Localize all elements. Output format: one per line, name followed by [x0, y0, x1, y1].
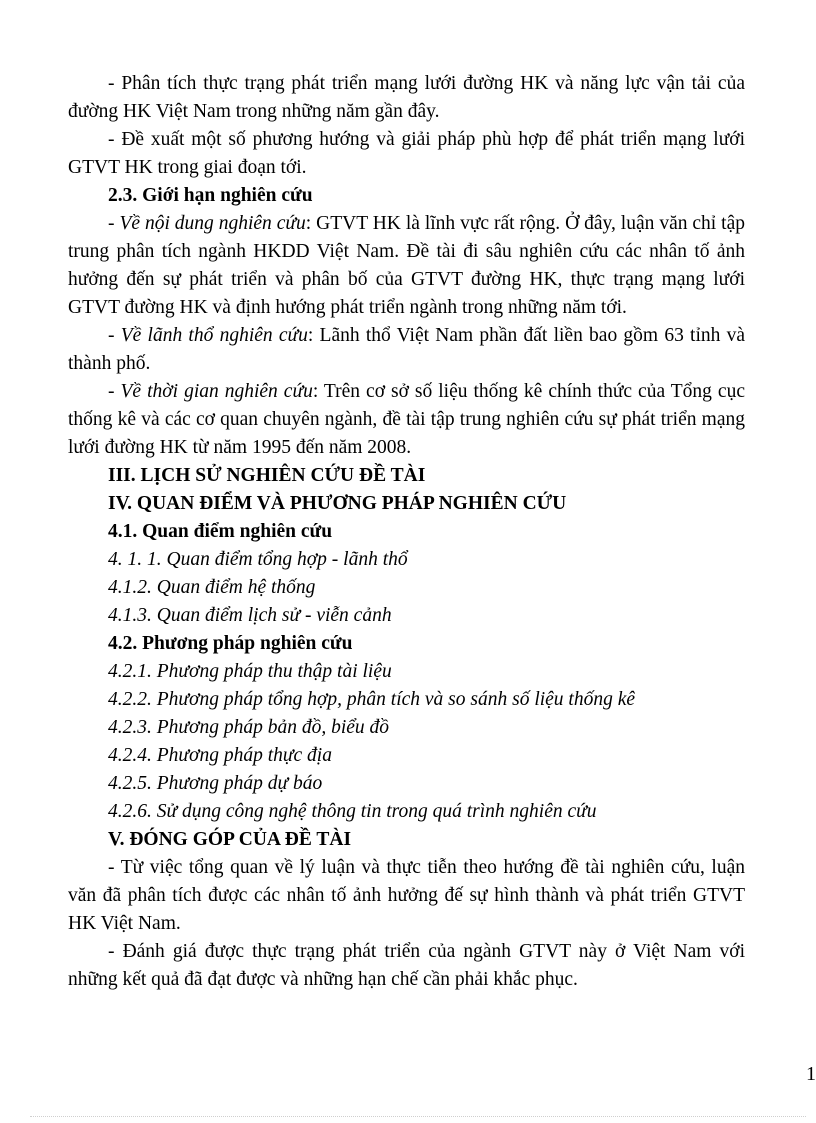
dash: -: [108, 381, 121, 402]
paragraph-scope-time: [68, 378, 745, 462]
heading-4-1: 4.1. Quan điểm nghiên cứu: [108, 521, 333, 542]
subheading-4-2-3: 4.2.3. Phương pháp bản đồ, biểu đồ: [108, 717, 390, 738]
subheading-4-1-1: 4. 1. 1. Quan điểm tổng hợp - lãnh thổ: [108, 549, 408, 570]
heading-2-3: 2.3. Giới hạn nghiên cứu: [108, 185, 313, 206]
document-page: [68, 70, 745, 994]
paragraph-scope-content: [68, 210, 745, 322]
heading-v: V. ĐÓNG GÓP CỦA ĐỀ TÀI: [108, 829, 352, 850]
subheading-4-1-2: 4.1.2. Quan điểm hệ thống: [108, 577, 316, 598]
heading-4-2: 4.2. Phương pháp nghiên cứu: [108, 633, 353, 654]
paragraph-contribution-2: - Đánh giá được thực trạng phát triển của ngành GTVT này ở Việt Nam với những kết quả đã đạt được và những hạn chế cần phải khắc phục.: [68, 941, 745, 990]
subheading-4-2-2: 4.2.2. Phương pháp tổng hợp, phân tích và so sánh số liệu thống kê: [108, 689, 636, 710]
heading-iv: IV. QUAN ĐIỂM VÀ PHƯƠNG PHÁP NGHIÊN CỨU: [108, 493, 567, 514]
subheading-4-2-1: 4.2.1. Phương pháp thu thập tài liệu: [108, 661, 392, 682]
page-bottom-divider: [30, 1116, 806, 1117]
scope-time-label: Về thời gian nghiên cứu: [120, 381, 313, 402]
subheading-4-2-5: 4.2.5. Phương pháp dự báo: [108, 773, 323, 794]
dash: -: [108, 325, 121, 346]
paragraph-analysis: - Phân tích thực trạng phát triển mạng lưới đường HK và năng lực vận tải của đường HK Việt Nam trong những năm gần đây.: [68, 73, 745, 122]
subheading-4-2-6: 4.2.6. Sử dụng công nghệ thông tin trong quá trình nghiên cứu: [108, 801, 597, 822]
scope-territory-text: : Lãnh thổ Việt Nam phần đất liền bao gồm 63 tỉnh và thành phố.: [68, 325, 746, 374]
subheading-4-2-4: 4.2.4. Phương pháp thực địa: [108, 745, 332, 766]
scope-content-label: Về nội dung nghiên cứu: [119, 213, 306, 234]
dash: -: [108, 213, 120, 234]
subheading-4-1-3: 4.1.3. Quan điểm lịch sử - viễn cảnh: [108, 605, 392, 626]
page-number: 1: [806, 1063, 816, 1085]
heading-iii: III. LỊCH SỬ NGHIÊN CỨU ĐỀ TÀI: [108, 465, 426, 486]
paragraph-scope-territory: [68, 322, 745, 378]
paragraph-proposal: - Đề xuất một số phương hướng và giải pháp phù hợp để phát triển mạng lưới GTVT HK trong giai đoạn tới.: [68, 129, 745, 178]
scope-content-text: : GTVT HK là lĩnh vực rất rộng. Ở đây, luận văn chỉ tập trung phân tích ngành HKDD Việt Nam. Đề tài đi sâu nghiên cứu các nhân tố ảnh hưởng đến sự phát triển và phân bố của GTVT đường HK, thực trạng mạng lưới GTVT đường HK và định hướng phát triển ngành trong những năm tới.: [68, 213, 745, 318]
scope-territory-label: Về lãnh thổ nghiên cứu: [120, 325, 308, 346]
scope-time-text: : Trên cơ sở số liệu thống kê chính thức của Tổng cục thống kê và các cơ quan chuyên ngành, đề tài tập trung nghiên cứu sự phát triển mạng lưới đường HK từ năm 1995 đến năm 2008.: [68, 381, 745, 458]
paragraph-contribution-1: - Từ việc tổng quan về lý luận và thực tiễn theo hướng đề tài nghiên cứu, luận văn đã phân tích được các nhân tố ảnh hưởng đế sự hình thành và phát triển GTVT HK Việt Nam.: [68, 857, 745, 934]
